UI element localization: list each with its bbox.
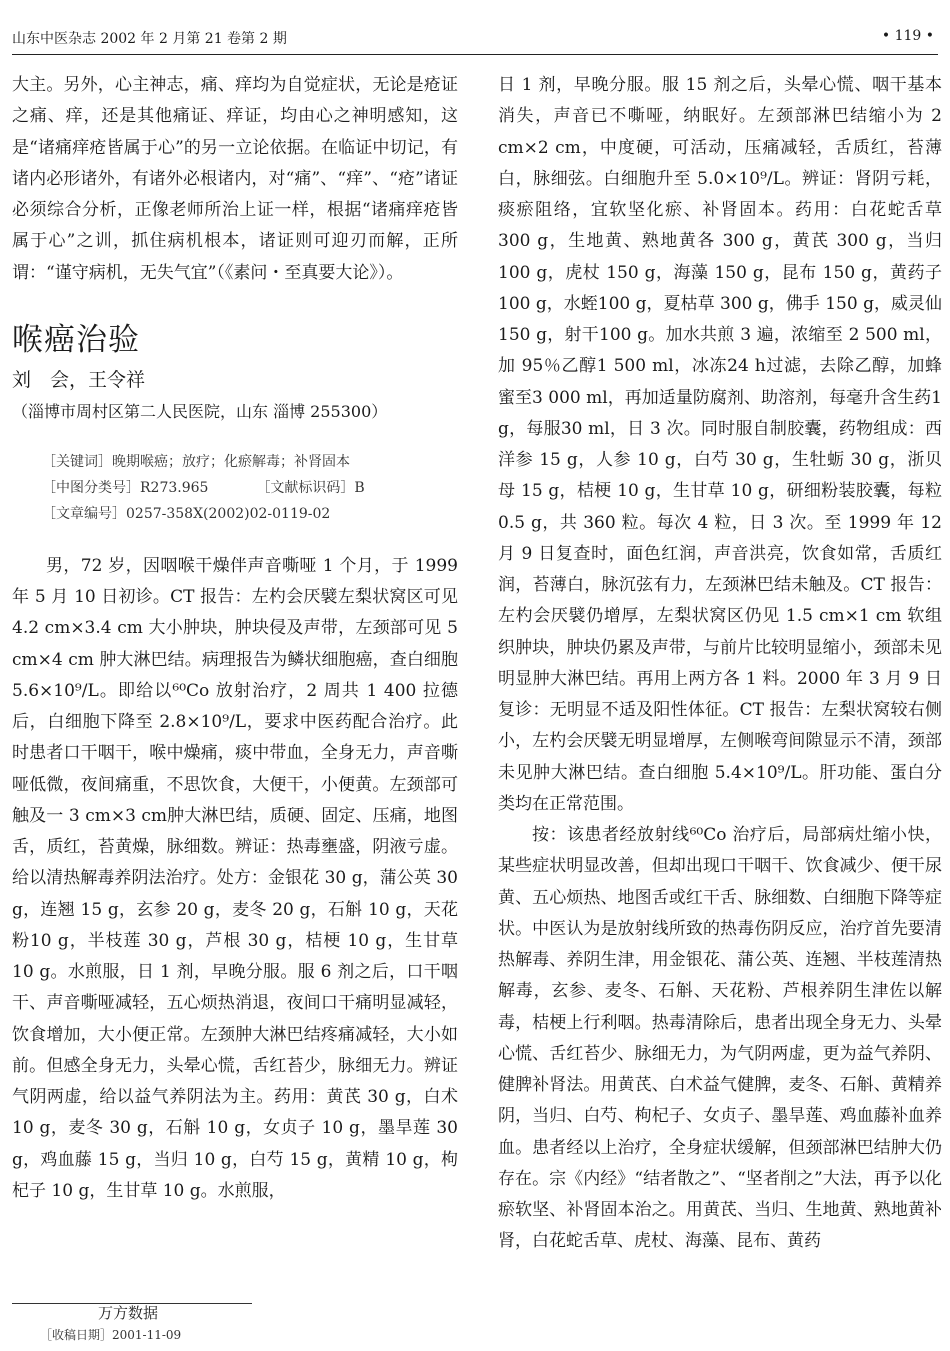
keywords: ［关键词］晚期喉癌；放疗；化瘀解毒；补肾固本 [42,453,350,470]
commentary-paragraph: 按：该患者经放射线⁶⁰Co 治疗后，局部病灶缩小快，某些症状明显改善，但却出现口干咽干、饮食减少、便干尿黄、五心烦热、地图舌或红干舌、脉细数、白细胞下降等症状。中医认为是放射线所致的热毒伤阴反应，治疗首先要清热解毒、养阴生津，用金银花、蒲公英、连翘、半枝莲清热解毒，玄参、麦冬、石斛、天花粉、芦根养阴生津佐以解毒，桔梗上行利咽。热毒清除后，患者出现全身无力、头晕心慌、舌红苔少、脉细无力，为气阴两虚，更为益气养阴、健脾补肾法。用黄芪、白术益气健脾，麦冬、石斛、黄精养阴，当归、白芍、枸杞子、女贞子、墨旱莲、鸡血藤补血养血。患者经以上治疗，全身症状缓解，但颈部淋巴结肿大仍存在。宗《内经》“结者散之”、“坚者削之”大法，再予以化瘀软坚、补肾固本治之。用黄芪、当归、生地黄、熟地黄补肾，白花蛇舌草、虎杖、海藻、昆布、黄药 [498,825,942,1252]
clc-number: ［中图分类号］R273.965 [42,479,209,496]
left-column [12,70,458,1207]
header-rule [12,54,938,55]
article-title: 喉癌治验 [12,321,140,358]
wanfang-watermark: 万方数据 [98,1304,159,1322]
document-code: ［文献标识码］B [256,479,365,496]
classification-row [42,475,458,501]
case-continuation-paragraph: 日 1 剂，早晚分服。服 15 剂之后，头晕心慌、咽干基本消失，声音已不嘶哑，纳眠好。左颈部淋巴结缩小为 2 cm×2 cm，中度硬，可活动，压痛减轻，舌质红，苔薄白，脉细弦。白细胞升至 5.0×10⁹/L。辨证：肾阴亏耗，痰瘀阻络，宜软坚化瘀、补肾固本。药用：白花蛇舌草 300 g，生地黄、熟地黄各 300 g，黄芪 300 g，当归 100 g，虎杖 150 g，海藻 150 g，昆布 150 g，黄药子 100 g，水蛭100 g，夏枯草 300 g，佛手 150 g，威灵仙150 g，射干100 g。加水共煎 3 遍，浓缩至 2 500 ml，加 95％乙醇1 500 ml，冰冻24 h过滤，去除乙醇，加蜂蜜至3 000 ml，再加适量防腐剂、助溶剂，每毫升含生药1 g，每服30 ml，日 3 次。同时服自制胶囊，药物组成：西洋参 15 g，人参 10 g，白芍 30 g，生牡蛎 30 g，浙贝母 15 g，桔梗 10 g，生甘草 10 g，研细粉装胶囊，每粒0.5 g，共 360 粒。每次 4 粒，日 3 次。至 1999 年 12 月 9 日复查时，面色红润，声音洪亮，饮食如常，舌质红润，苔薄白，脉沉弦有力，左颈淋巴结未触及。CT 报告：左杓会厌襞仍增厚，左梨状窝区仍见 1.5 cm×1 cm 软组织肿块，肿块仍累及声带，与前片比较明显缩小，颈部未见明显肿大淋巴结。再用上两方各 1 料。2000 年 3 月 9 日复诊：无明显不适及阳性体征。CT 报告：左梨状窝较右侧小，左杓会厌襞无明显增厚，左侧喉弯间隙显示不清，颈部未见肿大淋巴结。查白细胞 5.4×10⁹/L。肝功能、蛋白分类均在正常范围。 [498,75,942,814]
case-report-paragraph: 男，72 岁，因咽喉干燥伴声音嘶哑 1 个月，于 1999 年 5 月 10 日初诊。CT 报告：左杓会厌襞左梨状窝区可见 4.2 cm×3.4 cm 大小肿块，肿块侵及声带，左颈部可见 5 cm×4 cm 肿大淋巴结。病理报告为鳞状细胞癌，查白细胞 5.6×10⁹/L。即给以⁶⁰Co 放射治疗，2 周共 1 400 拉德后，白细胞下降至 2.8×10⁹/L，要求中医药配合治疗。此时患者口干咽干，喉中燥痛，痰中带血，全身无力，声音嘶哑低微，夜间痛重，不思饮食，大便干，小便黄。左颈部可触及一 3 cm×3 cm肿大淋巴结，质硬、固定、压痛，地图舌，质红，苔黄燥，脉细数。辨证：热毒壅盛，阴液亏虚。给以清热解毒养阴法治疗。处方：金银花 30 g，蒲公英 30 g，连翘 15 g，玄参 20 g，麦冬 20 g，石斛 10 g，天花粉10 g，半枝莲 30 g，芦根 30 g，桔梗 10 g，生甘草 10 g。水煎服，日 1 剂，早晚分服。服 6 剂之后，口干咽干、声音嘶哑减轻，五心烦热消退，夜间口干痛明显减轻，饮食增加，大小便正常。左颈肿大淋巴结疼痛减轻，大小如前。但感全身无力，头晕心慌，舌红苔少，脉细无力。辨证气阴两虚，给以益气养阴法为主。药用：黄芪 30 g，白术 10 g，麦冬 30 g，石斛 10 g，女贞子 10 g，墨旱莲 30 g，鸡血藤 15 g，当归 10 g，白芍 15 g，黄精 10 g，枸杞子 10 g，生甘草 10 g。水煎服， [12,555,458,1201]
previous-article-conclusion: 大主。另外，心主神志，痛、痒均为自觉症状，无论是疮证之痛、痒，还是其他痛证、痒证，均由心之神明感知，这是“诸痛痒疮皆属于心”的另一立论依据。在临证中切记，有诸内必形诸外，有诸外必根诸内，对“痛”、“痒”、“疮”诸证必须综合分析，正像老师所治上证一样，根据“诸痛痒疮皆属于心”之训，抓住病机根本，诸证则可迎刃而解，正所谓：“谨守病机，无失气宜”（《素问・至真要大论》）。 [12,75,458,283]
page-number: • 119 • [881,28,934,44]
right-column [498,70,942,1258]
received-date: ［收稿日期］2001-11-09 [40,1328,182,1342]
author-affiliation: （淄博市周村区第二人民医院，山东 淄博 255300） [12,401,388,421]
article-number: ［文章编号］0257-358X(2002)02-0119-02 [42,505,331,522]
article-metadata [42,449,458,527]
article-authors: 刘 会，王令祥 [12,368,146,391]
running-header [12,28,938,52]
journal-citation: 山东中医杂志 2002 年 2 月第 21 卷第 2 期 [12,31,287,47]
